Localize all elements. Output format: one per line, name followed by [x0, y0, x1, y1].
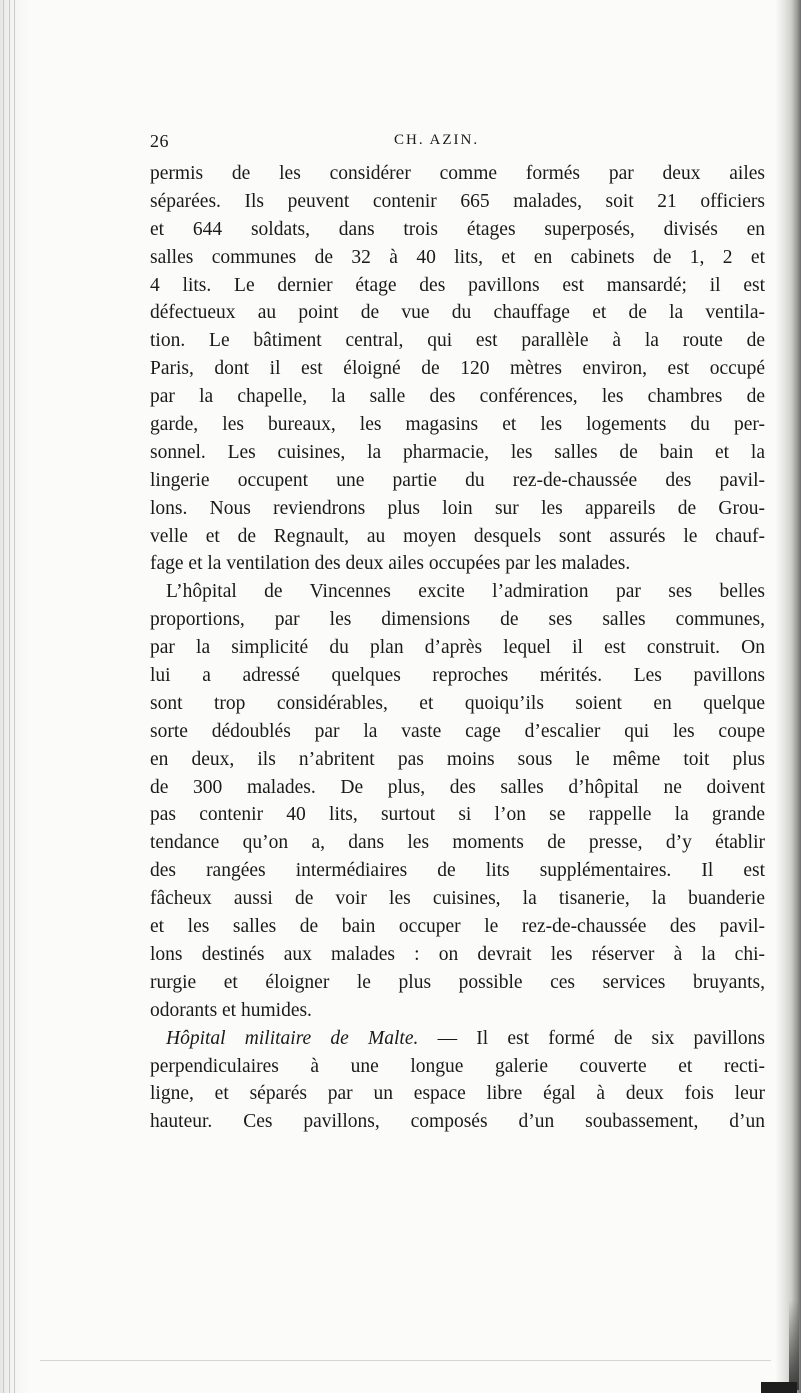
text-line: des rangées intermédiaires de lits supplémentaires. Il est [150, 860, 765, 882]
text-line: ligne, et séparés par un espace libre égal à deux fois leur [150, 1083, 765, 1105]
page-gutter-shadow [0, 0, 30, 1393]
page-edge-dark [789, 1300, 799, 1390]
section-title: Hôpital militaire de Malte. [166, 1027, 419, 1049]
text-line: et 644 soldats, dans trois étages superposés, divisés en [150, 218, 765, 240]
text-line: permis de les considérer comme formés par deux ailes [150, 163, 765, 184]
text-line: L’hôpital de Vincennes excite l’admiration par ses belles [166, 581, 765, 603]
text-line: garde, les bureaux, les magasins et les logements du per- [150, 414, 765, 436]
text-line: par la chapelle, la salle des conférences, les chambres de [150, 386, 765, 408]
text-line: lons destinés aux malades : on devrait les réserver à la chi- [150, 943, 765, 965]
text-line: lons. Nous reviendrons plus loin sur les appareils de Grou- [150, 497, 765, 519]
running-head: CH. AZIN. [394, 132, 480, 148]
gutter-line [9, 0, 10, 1393]
scan-corner-mark [761, 1382, 797, 1393]
section-first-line [150, 1025, 765, 1053]
page-number: 26 [150, 131, 169, 151]
text-line: sonnel. Les cuisines, la pharmacie, les salles de bain et la [150, 441, 765, 463]
text-line: pas contenir 40 lits, surtout si l’on se rappelle la grande [150, 804, 765, 826]
text-line: sont trop considérables, et quoiqu’ils soient en quelque [150, 692, 765, 714]
page-header [150, 131, 770, 153]
text-line: odorants et humides. [150, 999, 312, 1021]
text-line: sorte dédoublés par la vaste cage d’escalier qui les coupe [150, 720, 765, 742]
text-line: velle et de Regnault, au moyen desquels sont assurés le chauf- [150, 525, 765, 547]
text-line: défectueux au point de vue du chauffage et de la ventila- [150, 302, 765, 324]
text-line: rurgie et éloigner le plus possible ces services bruyants, [150, 971, 765, 993]
text-line: fâcheux aussi de voir les cuisines, la tisanerie, la buanderie [150, 888, 765, 910]
section-line-text: — Il est formé de six pavillons [418, 1027, 765, 1049]
text-line: proportions, par les dimensions de ses salles communes, [150, 609, 765, 631]
text-line: fage et la ventilation des deux ailes occupées par les malades. [150, 553, 631, 575]
gutter-line [3, 0, 4, 1393]
text-line: tendance qu’on a, dans les moments de presse, d’y établir [150, 832, 765, 854]
text-line: séparées. Ils peuvent contenir 665 malades, soit 21 officiers [150, 190, 765, 212]
text-line: en deux, ils n’abritent pas moins sous le même toit plus [150, 748, 765, 770]
text-line: lingerie occupent une partie du rez-de-chaussée des pavil- [150, 469, 765, 491]
text-line: salles communes de 32 à 40 lits, et en cabinets de 1, 2 et [150, 246, 765, 268]
text-line: et les salles de bain occuper le rez-de-chaussée des pavil- [150, 916, 765, 938]
text-line: Paris, dont il est éloigné de 120 mètres environ, est occupé [150, 358, 765, 380]
gutter-line [14, 0, 15, 1393]
page-edge-shadow [775, 0, 801, 1393]
text-line: par la simplicité du plan d’après lequel il est construit. On [150, 637, 765, 659]
bottom-edge-line [40, 1360, 771, 1361]
body-text [150, 160, 765, 1136]
text-line: 4 lits. Le dernier étage des pavillons est mansardé; il est [150, 274, 765, 296]
text-line: perpendiculaires à une longue galerie couverte et recti- [150, 1055, 765, 1077]
text-line: lui a adressé quelques reproches mérités. Les pavillons [150, 665, 765, 687]
text-line: hauteur. Ces pavillons, composés d’un soubassement, d’un [150, 1111, 765, 1133]
text-line: de 300 malades. De plus, des salles d’hôpital ne doivent [150, 776, 765, 798]
text-line: tion. Le bâtiment central, qui est parallèle à la route de [150, 330, 765, 352]
